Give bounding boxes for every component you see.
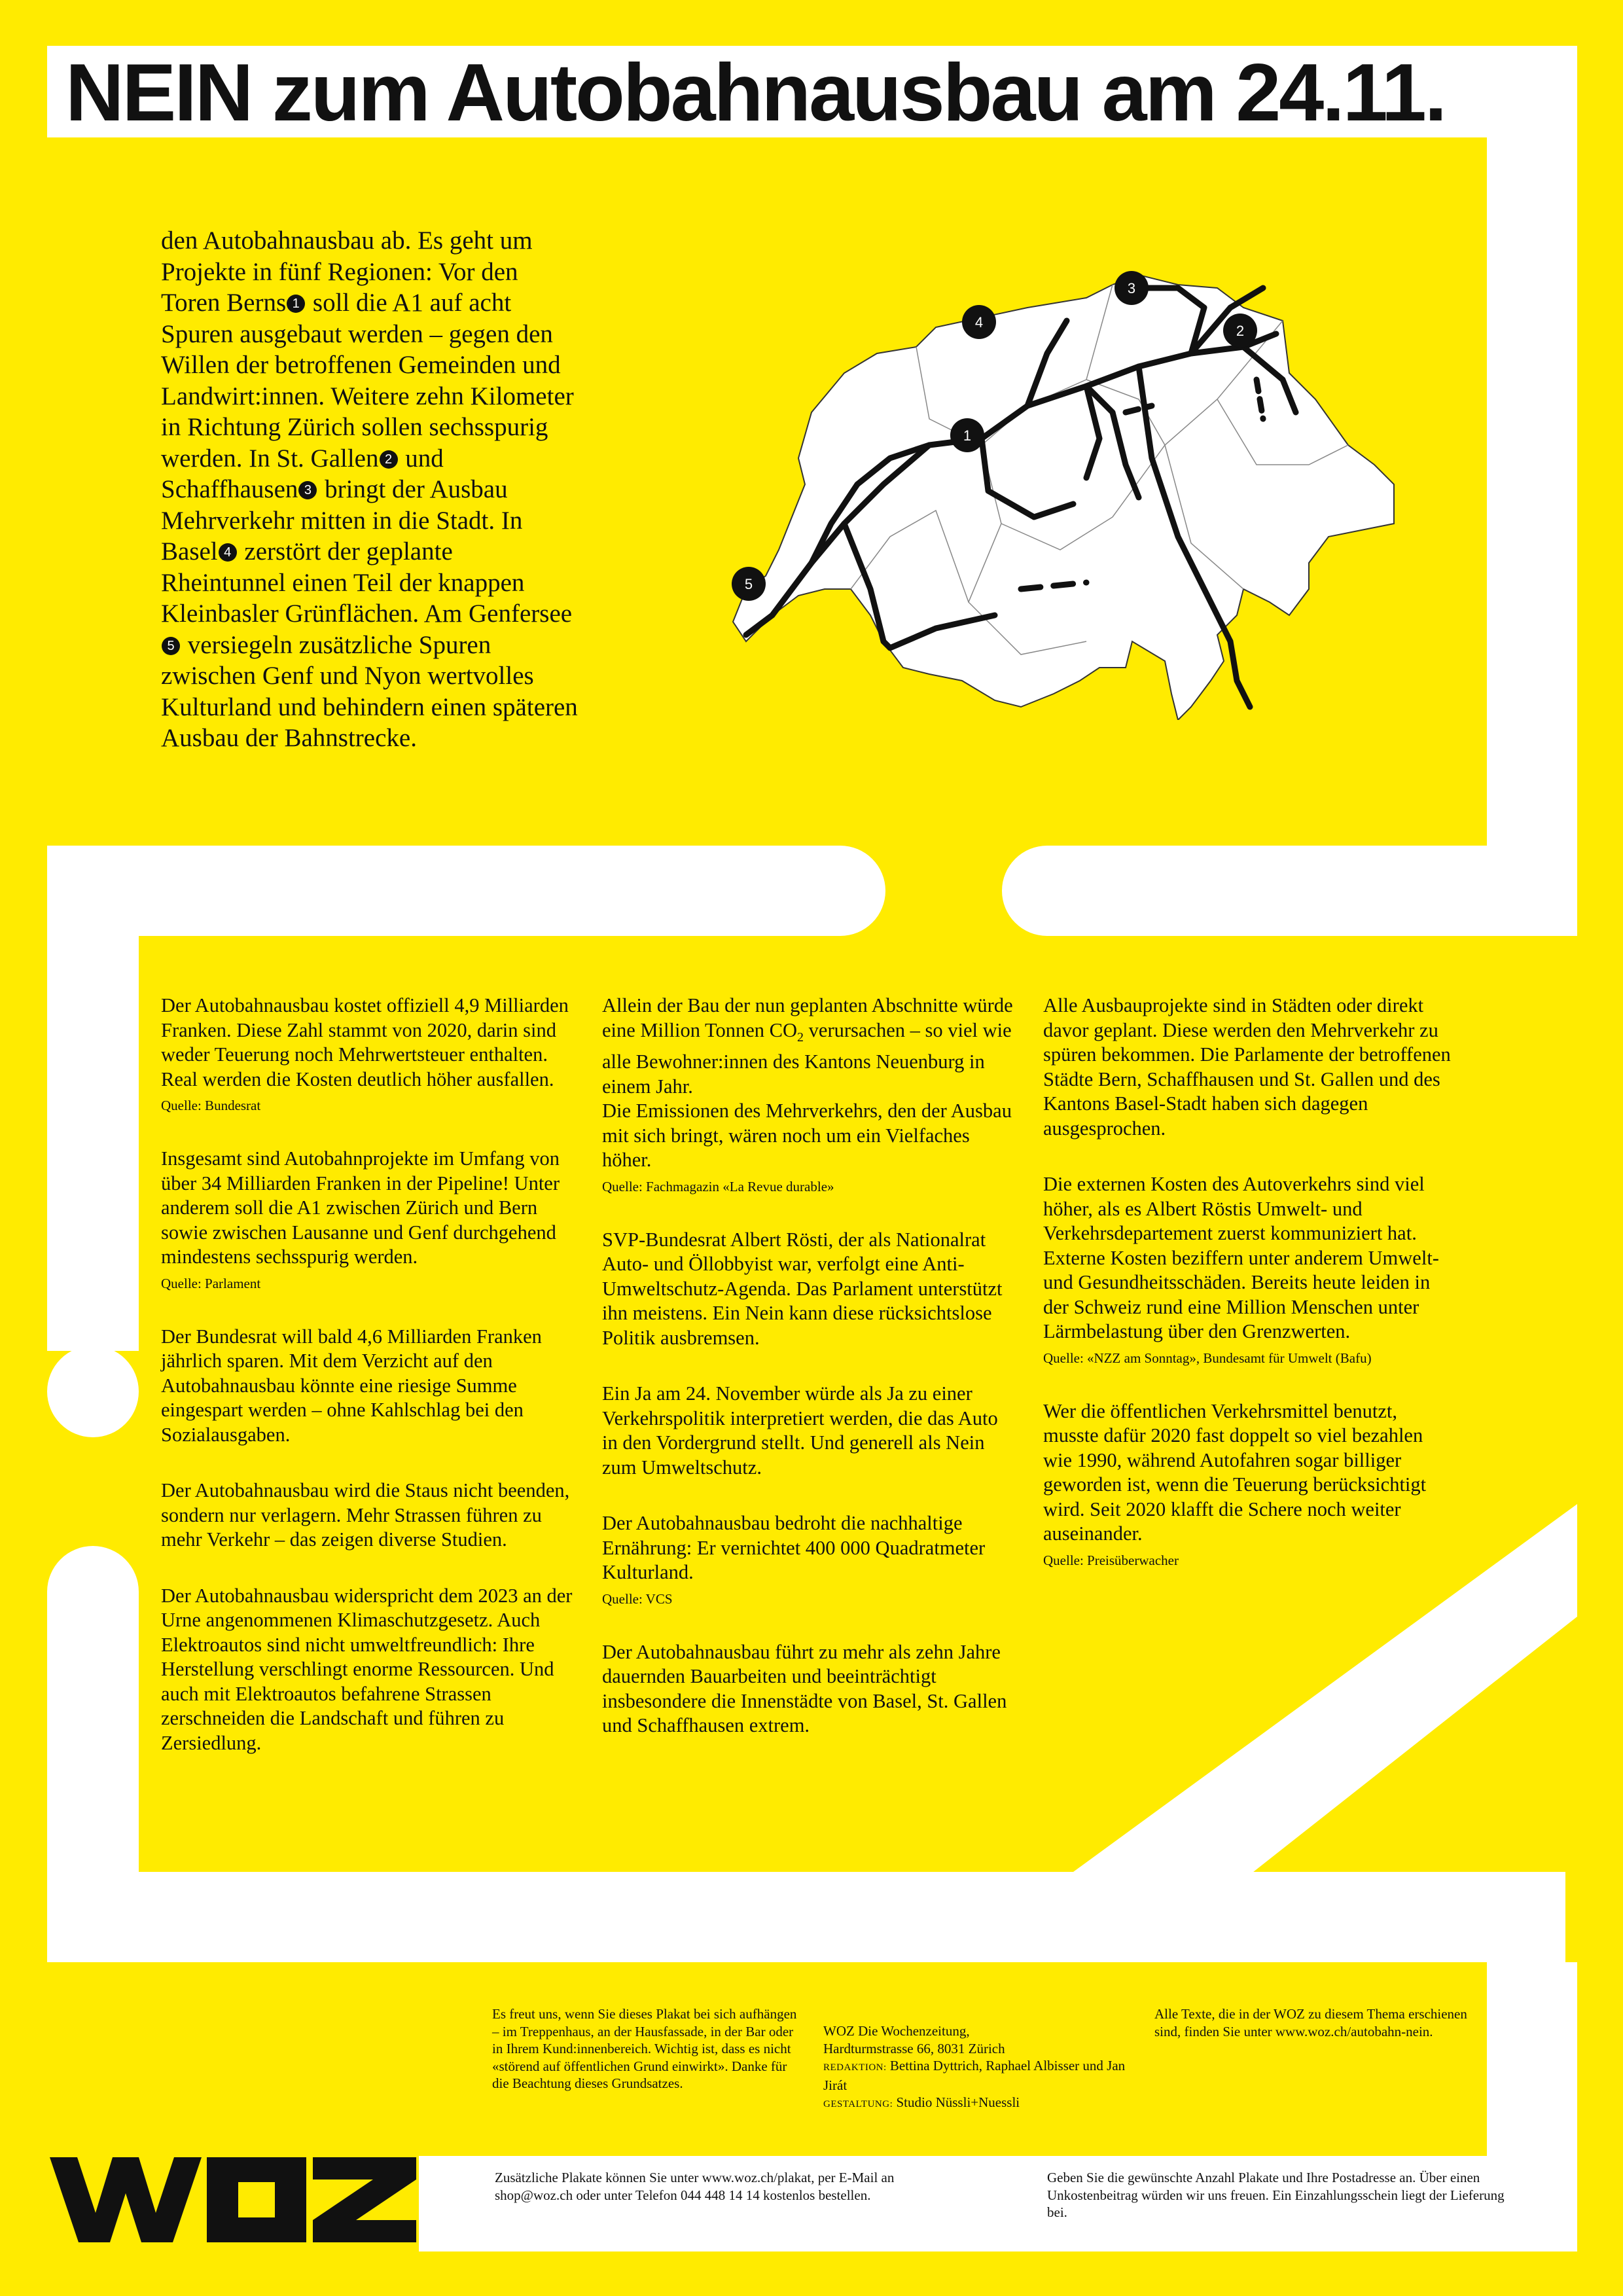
credit-label: REDAKTION: — [823, 2062, 887, 2073]
argument-farmland: Der Autobahnausbau bedroht die nachhaltige Ernährung: Er vernichtet 400 000 Quadratmeter Kulturland. — [602, 1512, 986, 1584]
argument-savings: Der Bundesrat will bald 4,6 Milliarden Franken jährlich sparen. Mit dem Verzicht auf den Autobahnausbau könnte eine riesige Summe eingespart werden – ohne Kahlschlag bei den Sozialausgaben. — [161, 1325, 542, 1446]
text-part: Die Emissionen des Mehrverkehrs, den der Ausbau mit sich bringt, wären noch um ein Vielfaches höher. — [602, 1100, 1012, 1172]
map-marker-4-label: 4 — [974, 314, 984, 331]
editorial-credits — [823, 2057, 1144, 2094]
publisher-address: Hardturmstrasse 66, 8031 Zürich — [823, 2040, 1005, 2056]
map-marker-3-label: 3 — [1127, 280, 1136, 296]
map-marker-5-label: 5 — [744, 576, 753, 592]
source-note: Quelle: «NZZ am Sonntag», Bundesamt für Umwelt (Bafu) — [1043, 1350, 1372, 1366]
argument-costs: Der Autobahnausbau kostet offiziell 4,9 Milliarden Franken. Diese Zahl stammt von 2020, darin sind weder Teuerung noch Mehrwertsteuer enthalten. Real werden die Kosten deutlich höher ausfallen. — [161, 994, 569, 1090]
motorway-line — [1230, 641, 1250, 707]
publisher-name: WOZ Die Wochenzeitung, — [823, 2023, 970, 2039]
intro-part: versiegeln zusätzliche Spuren zwischen Genf und Nyon wertvolles Kulturland und behindern einen späteren Ausbau der Bahnstrecke. — [161, 630, 578, 752]
region-marker-1: 1 — [287, 295, 305, 313]
argument-construction: Der Autobahnausbau führt zu mehr als zehn Jahre dauernden Bauarbeiten und beeinträchtigt insbesondere die Innenstädte von Basel, St. Gallen und Schaffhausen extrem. — [602, 1640, 1007, 1737]
region-marker-2: 2 — [380, 450, 398, 469]
region-marker-3: 3 — [298, 481, 317, 499]
subscript: 2 — [797, 1030, 804, 1045]
intro-part: den Autobahnausbau ab. Es geht um Projekte in fünf Regionen: Vor den Toren Berns — [161, 226, 533, 317]
footer-order-info: Zusätzliche Plakate können Sie unter www.woz.ch/plakat, per E-Mail an shop@woz.ch oder unter Telefon 044 448 14 14 kostenlos bestellen. — [495, 2170, 895, 2203]
footer-postal-info: Geben Sie die gewünschte Anzahl Plakate und Ihre Postadresse an. Über einen Unkostenbeitrag würden wir uns freuen. Ein Einzahlungsschein liegt der Lieferung bei. — [1047, 2170, 1505, 2220]
argument-public-transport: Wer die öffentlichen Verkehrsmittel benutzt, musste dafür 2020 fast doppelt so viel bezahlen wie 1990, während Autofahren sogar billiger geworden ist, wenn die Teuerung berücksichtigt wird. Seit 2020 klafft die Schere noch weiter auseinander. — [1043, 1399, 1427, 1545]
footer-web-note: Alle Texte, die in der WOZ zu diesem Thema erschienen sind, finden Sie unter www.woz.ch/autobahn-nein. — [1154, 2006, 1467, 2039]
switzerland-outline — [733, 275, 1394, 720]
source-note: Quelle: Preisüberwacher — [1043, 1552, 1179, 1568]
argument-traffic: Der Autobahnausbau wird die Staus nicht beenden, sondern nur verlagern. Mehr Strassen führen zu mehr Verkehr – das zeigen diverse Studien. — [161, 1479, 570, 1551]
argument-column-2 — [602, 994, 1014, 1744]
argument-vote: Ein Ja am 24. November würde als Ja zu einer Verkehrspolitik interpretiert werden, die das Auto in den Vordergrund stellt. Und generell als Nein zum Umweltschutz. — [602, 1382, 998, 1479]
source-note: Quelle: Parlament — [161, 1275, 261, 1291]
argument-column-3 — [1043, 994, 1455, 1602]
region-marker-4: 4 — [219, 543, 237, 562]
intro-part: soll die A1 auf acht Spuren ausgebaut werden – gegen den Willen der betroffenen Gemeinden und Landwirt:innen. Weitere zehn Kilometer in Richtung Zürich sollen sechsspurig werden. In St. Gallen — [161, 289, 574, 473]
map-marker-1-label: 1 — [963, 427, 972, 444]
argument-column-1 — [161, 994, 573, 1761]
source-note: Quelle: Fachmagazin «La Revue durable» — [602, 1178, 834, 1194]
footer-notice: Es freut uns, wenn Sie dieses Plakat bei sich aufhängen – im Treppenhaus, an der Hausfassade, in der Bar oder in Ihrem Kund:innenbereich. Wichtig ist, dass es nicht «störend auf öffentlichen Grund einwirkt». Danke für die Beachtung dieses Grundsatzes. — [492, 2006, 797, 2091]
text-part: Allein der Bau der nun geplanten Abschnitte würde eine Million Tonnen CO — [602, 994, 1013, 1041]
source-note: Quelle: VCS — [602, 1590, 673, 1607]
argument-cities: Alle Ausbauprojekte sind in Städten oder direkt davor geplant. Diese werden den Mehrverkehr zu spüren bekommen. Die Parlamente der betroffenen Städte Bern, Schaffhausen und St. Gallen und des Kantons Basel-Stadt haben sich dagegen ausgesprochen. — [1043, 994, 1451, 1139]
intro-part: zerstört der geplante Rheintunnel einen Teil der knappen Kleinbasler Grünflächen. Am Genfersee — [161, 537, 573, 628]
credit-names: Bettina Dyttrich, Raphael Albisser und Jan Jirát — [823, 2058, 1126, 2093]
headline: NEIN zum Autobahnausbau am 24.11. — [65, 48, 1446, 138]
argument-external-costs: Die externen Kosten des Autoverkehrs sind viel höher, als es Albert Röstis Umwelt- und Verkehrsdepartement zuerst kommuniziert hat. Externe Kosten beziffern unter anderem Umwelt- und Gesundheitsschäden. Bereits heute leiden in der Schweiz rund eine Million Menschen unter Lärmbelastung über den Grenzwerten. — [1043, 1173, 1439, 1342]
region-marker-5: 5 — [162, 637, 180, 655]
intro-part: bringt der Ausbau Mehrverkehr mitten in die Stadt. In Basel — [161, 475, 523, 565]
design-credits — [823, 2094, 1144, 2113]
intro-text — [161, 225, 580, 754]
argument-co2 — [602, 994, 1014, 1173]
switzerland-motorway-map — [720, 249, 1427, 720]
credit-label: GESTALTUNG: — [823, 2099, 893, 2109]
argument-climate: Der Autobahnausbau widerspricht dem 2023 an der Urne angenommenen Klimaschutzgesetz. Auch Elektroautos sind nicht umweltfreundlich: Ihre Herstellung verschlingt enorme Ressourcen. Und auch mit Elektroautos befahrene Strassen zerschneiden die Landschaft und führen zu Zersiedlung. — [161, 1584, 573, 1754]
argument-pipeline: Insgesamt sind Autobahnprojekte im Umfang von über 34 Milliarden Franken in der Pipeline! Unter anderem soll die A1 zwischen Zürich und Bern sowie zwischen Lausanne und Genf durchgehend mindestens sechsspurig werden. — [161, 1147, 560, 1268]
footer-imprint — [823, 2022, 1144, 2113]
source-note: Quelle: Bundesrat — [161, 1098, 261, 1113]
argument-roesti: SVP-Bundesrat Albert Rösti, der als Nationalrat Auto- und Öllobbyist war, verfolgt eine Anti-Umweltschutz-Agenda. Das Parlament unterstützt ihn meistens. Ein Nein kann diese rücksichtslose Politik ausbremsen. — [602, 1228, 1003, 1349]
intro-part: und Schaffhausen — [161, 444, 444, 503]
text-part: verursachen – so viel wie alle Bewohner:innen des Kantons Neuenburg in einem Jahr. — [602, 1018, 1012, 1098]
credit-names: Studio Nüssli+Nuessli — [893, 2094, 1020, 2110]
woz-logo — [50, 2157, 416, 2242]
map-marker-2-label: 2 — [1236, 323, 1245, 339]
